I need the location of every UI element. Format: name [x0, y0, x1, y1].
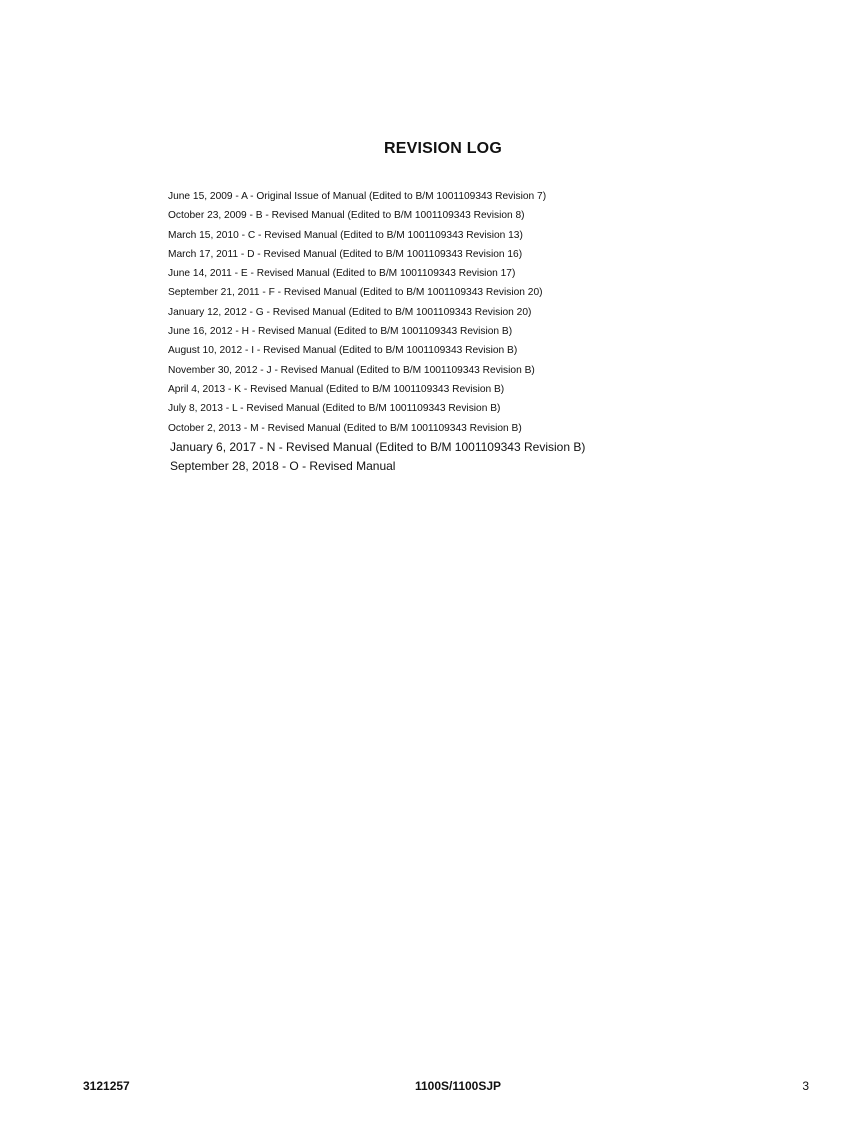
page-footer [0, 1079, 866, 1099]
revision-entry: January 12, 2012 - G - Revised Manual (Edited to B/M 1001109343 Revision 20) [168, 306, 532, 318]
revision-entry: October 23, 2009 - B - Revised Manual (Edited to B/M 1001109343 Revision 8) [168, 210, 525, 222]
revision-entry: August 10, 2012 - I - Revised Manual (Edited to B/M 1001109343 Revision B) [168, 345, 518, 357]
footer-doc-number: 3121257 [83, 1079, 130, 1093]
revision-entry: June 15, 2009 - A - Original Issue of Manual (Edited to B/M 1001109343 Revision 7) [168, 191, 547, 202]
page-title: REVISION LOG [384, 140, 502, 157]
revision-entry: July 8, 2013 - L - Revised Manual (Edited to B/M 1001109343 Revision B) [168, 403, 501, 415]
footer-model: 1100S/1100SJP [414, 1079, 502, 1093]
revision-entry: June 16, 2012 - H - Revised Manual (Edited to B/M 1001109343 Revision B) [168, 326, 513, 338]
revision-entry: April 4, 2013 - K - Revised Manual (Edited to B/M 1001109343 Revision B) [168, 383, 505, 395]
revision-entry: November 30, 2012 - J - Revised Manual (Edited to B/M 1001109343 Revision B) [168, 364, 535, 376]
revision-entry: June 14, 2011 - E - Revised Manual (Edited to B/M 1001109343 Revision 17) [168, 268, 516, 280]
revision-entry: September 28, 2018 - O - Revised Manual [170, 459, 396, 474]
revision-entry: March 15, 2010 - C - Revised Manual (Edited to B/M 1001109343 Revision 13) [168, 229, 523, 241]
revision-entry: March 17, 2011 - D - Revised Manual (Edited to B/M 1001109343 Revision 16) [168, 248, 523, 260]
revision-entry: January 6, 2017 - N - Revised Manual (Edited to B/M 1001109343 Revision B) [170, 439, 586, 454]
footer-page-number: 3 [802, 1079, 809, 1093]
revision-entry: September 21, 2011 - F - Revised Manual (Edited to B/M 1001109343 Revision 20) [168, 287, 543, 299]
revision-list [168, 187, 585, 476]
revision-entry: October 2, 2013 - M - Revised Manual (Edited to B/M 1001109343 Revision B) [168, 422, 522, 434]
